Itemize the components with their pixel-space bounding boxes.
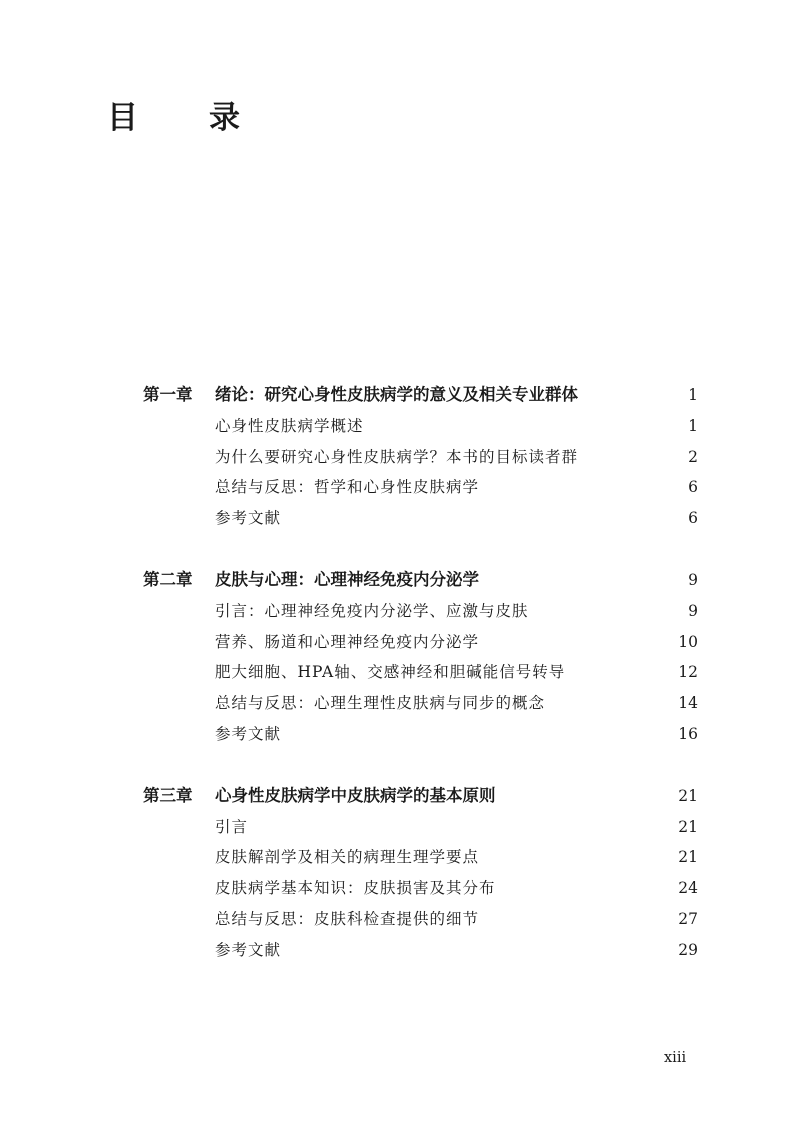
entry-title: 皮肤病学基本知识：皮肤损害及其分布 — [215, 879, 496, 898]
entry-title: 总结与反思：心理生理性皮肤病与同步的概念 — [215, 694, 546, 713]
toc-entry[interactable] — [143, 812, 698, 843]
chapter-label: 第一章 — [143, 385, 193, 404]
toc-entry[interactable] — [143, 719, 698, 750]
toc-entry[interactable] — [143, 904, 698, 935]
page-number: 6 — [688, 509, 698, 528]
page-number: 14 — [678, 694, 698, 713]
chapter-1 — [143, 380, 698, 534]
chapter-3 — [143, 781, 698, 966]
toc-entry[interactable] — [143, 411, 698, 442]
chapter-title: 心身性皮肤病学中皮肤病学的基本原则 — [215, 785, 496, 805]
chapter-2 — [143, 565, 698, 750]
chapter-heading[interactable] — [143, 380, 698, 411]
entry-title: 皮肤解剖学及相关的病理生理学要点 — [215, 848, 480, 867]
chapter-title: 绪论：研究心身性皮肤病学的意义及相关专业群体 — [215, 385, 578, 404]
entry-title: 参考文献 — [215, 940, 282, 959]
chapter-heading[interactable] — [143, 565, 698, 596]
page-number: 24 — [678, 879, 698, 898]
page-number: 12 — [678, 663, 698, 682]
entry-title: 引言：心理神经免疫内分泌学、应激与皮肤 — [215, 601, 529, 620]
entry-title: 肥大细胞、HPA轴、交感神经和胆碱能信号转导 — [215, 663, 566, 682]
page-number: 2 — [688, 447, 698, 466]
chapter-heading[interactable] — [143, 781, 698, 812]
toc-entry[interactable] — [143, 842, 698, 873]
table-of-contents — [143, 380, 698, 997]
chapter-title: 皮肤与心理：心理神经免疫内分泌学 — [215, 569, 479, 589]
page-number: 1 — [688, 416, 698, 435]
page-number: 29 — [678, 940, 698, 959]
toc-entry[interactable] — [143, 657, 698, 688]
page-folio: xiii — [664, 1050, 687, 1066]
toc-entry[interactable] — [143, 442, 698, 473]
chapter-label: 第三章 — [143, 785, 193, 805]
page-number: 27 — [678, 909, 698, 928]
page-number: 10 — [678, 632, 698, 651]
page-number: 9 — [688, 601, 698, 620]
entry-title: 参考文献 — [215, 509, 282, 528]
toc-entry[interactable] — [143, 503, 698, 534]
entry-title: 营养、肠道和心理神经免疫内分泌学 — [215, 632, 480, 651]
page-number: 21 — [678, 786, 698, 805]
entry-title: 参考文献 — [215, 724, 282, 743]
entry-title: 总结与反思：皮肤科检查提供的细节 — [215, 909, 480, 928]
page-number: 9 — [688, 570, 698, 589]
toc-entry[interactable] — [143, 873, 698, 904]
toc-entry[interactable] — [143, 935, 698, 966]
page-number: 1 — [688, 386, 698, 404]
page-number: 21 — [678, 817, 698, 836]
entry-title: 总结与反思：哲学和心身性皮肤病学 — [215, 478, 480, 497]
page-number: 21 — [678, 848, 698, 867]
entry-title: 为什么要研究心身性皮肤病学？本书的目标读者群 — [215, 447, 579, 466]
entry-title: 引言 — [215, 817, 249, 836]
toc-entry[interactable] — [143, 596, 698, 627]
entry-title: 心身性皮肤病学概述 — [215, 416, 364, 435]
page-number: 16 — [678, 724, 698, 743]
toc-entry[interactable] — [143, 688, 698, 719]
chapter-label: 第二章 — [143, 569, 193, 589]
page-title: 目 录 — [107, 100, 260, 136]
toc-entry[interactable] — [143, 472, 698, 503]
toc-entry[interactable] — [143, 627, 698, 658]
page-number: 6 — [688, 478, 698, 497]
